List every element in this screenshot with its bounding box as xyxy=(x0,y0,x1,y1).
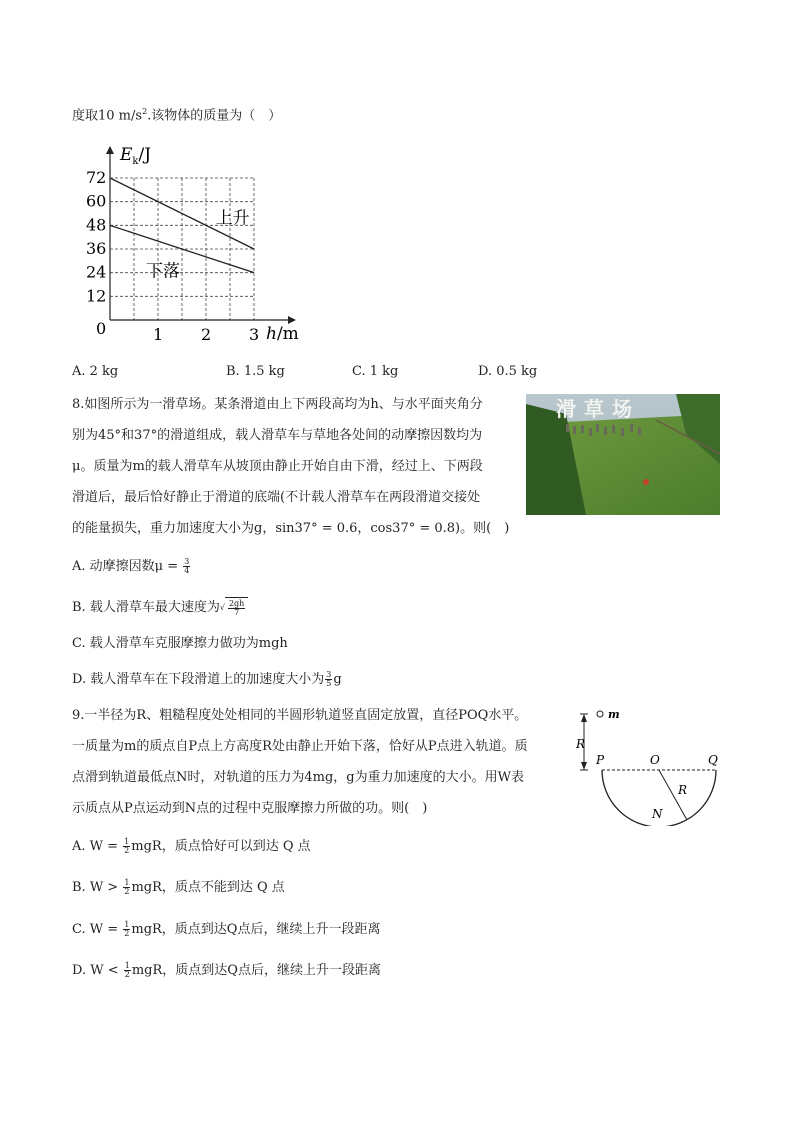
sqrt-expression: √ $\frac{2gh}{7}$ xyxy=(220,597,248,618)
q8-option-c[interactable]: C. 载人滑草车克服摩擦力做功为mgh xyxy=(72,636,288,651)
option-b[interactable]: B. 1.5 kg xyxy=(226,364,285,379)
x-tick-label: 2 xyxy=(201,325,212,344)
y-tick-label: 48 xyxy=(86,215,107,235)
q8-stem-line-4: 滑道后，最后恰好静止于滑道的底端(不计载人滑草车在两段滑道交接处 xyxy=(72,490,481,505)
photo-sign-text: 滑草场 xyxy=(556,397,640,421)
q9-stem-line-1: 9.一半径为R、粗糙程度处处相同的半圆形轨道竖直固定放置，直径POQ水平。 xyxy=(72,708,528,723)
fraction-one-half: $\frac{1}{2}$ xyxy=(124,920,130,938)
question-7-options xyxy=(72,364,712,384)
x-axis-label: h/m xyxy=(266,324,299,344)
q9-option-b[interactable]: B. W > $\frac{1}{2}$ mgR，质点不能到达 Q 点 xyxy=(72,878,285,896)
q9-option-c[interactable]: C. W = $\frac{1}{2}$ mgR，质点到达Q点后，继续上升一段距离 xyxy=(72,920,381,938)
point-n-label: N xyxy=(652,807,663,821)
fraction-three-fifths: $\frac{3}{5}$ xyxy=(326,670,332,688)
q8-option-b[interactable]: B. 载人滑草车最大速度为√ $\frac{2gh}{7}$ xyxy=(72,597,248,618)
q8-stem-line-1: 8.如图所示为一滑草场。某条滑道由上下两段高均为h、与水平面夹角分 xyxy=(72,397,483,412)
option-a[interactable]: A. 2 kg xyxy=(72,364,119,379)
q9-stem-line-2: 一质量为m的质点自P点上方高度R处由静止开始下落，恰好从P点进入轨道。质 xyxy=(72,739,528,754)
q8-option-a[interactable]: A. 动摩擦因数μ = $\frac{3}{4}$ xyxy=(72,557,190,575)
height-label: R xyxy=(576,737,586,751)
option-c[interactable]: C. 1 kg xyxy=(352,364,399,379)
point-p-label: P xyxy=(596,753,605,767)
y-tick-label: 72 xyxy=(86,168,107,187)
q9-stem-line-3: 点滑到轨道最低点N时，对轨道的压力为4mg，g为重力加速度的大小。用W表 xyxy=(72,770,524,785)
q9-option-d[interactable]: D. W < $\frac{1}{2}$ mgR，质点到达Q点后，继续上升一段距离 xyxy=(72,961,381,979)
x-tick-label: 3 xyxy=(249,325,260,344)
y-axis-arrow-icon xyxy=(106,146,114,154)
fraction-one-half: $\frac{1}{2}$ xyxy=(124,961,130,979)
chart-axes xyxy=(106,146,296,324)
x-tick-label: 1 xyxy=(153,325,164,344)
y-tick-label: 24 xyxy=(86,262,107,282)
y-tick-label: 60 xyxy=(86,191,107,211)
series-label-down: 下落 xyxy=(146,261,180,282)
y-tick-label: 12 xyxy=(86,286,107,306)
fraction-one-half: $\frac{1}{2}$ xyxy=(124,878,130,896)
series-label-up: 上升 xyxy=(215,208,250,229)
energy-height-chart xyxy=(80,140,310,350)
fraction-one-half: $\frac{1}{2}$ xyxy=(124,837,130,855)
q9-stem-line-4: 示质点从P点运动到N点的过程中克服摩擦力所做的功。则( ) xyxy=(72,801,428,816)
y-tick-label: 36 xyxy=(86,239,107,258)
q9-option-a[interactable]: A. W = $\frac{1}{2}$ mgR，质点恰好可以到达 Q 点 xyxy=(72,837,311,855)
q8-stem-line-2: 别为45°和37°的滑道组成，载人滑草车与草地各处间的动摩擦因数均为 xyxy=(72,428,483,443)
semicircle-track-diagram xyxy=(566,706,726,826)
x-axis-arrow-icon xyxy=(288,316,296,324)
q8-stem-line-3: μ。质量为m的载人滑草车从坡顶由静止开始自由下滑，经过上、下两段 xyxy=(72,459,483,474)
mass-point-icon xyxy=(597,711,603,717)
origin-label: 0 xyxy=(96,319,107,338)
question-7-stem-tail: 度取10 $m/s^2$.该物体的质量为（ ） xyxy=(72,107,282,124)
grass-slide-photo xyxy=(526,394,720,515)
point-q-label: Q xyxy=(708,753,718,767)
chart-ticks xyxy=(86,168,259,344)
radius-label: R xyxy=(678,783,688,797)
y-axis-label: $E_k/J$ xyxy=(120,145,152,167)
fraction-three-fourths: $\frac{3}{4}$ xyxy=(184,557,190,575)
q8-stem-line-5: 的能量损失，重力加速度大小为g，sin37° = 0.6，cos37° = 0.8)。则( ) xyxy=(72,521,510,536)
point-o-label: O xyxy=(650,753,660,767)
mass-label: m xyxy=(608,708,620,721)
q8-option-d[interactable]: D. 载人滑草车在下段滑道上的加速度大小为 $\frac{3}{5}$ g xyxy=(72,670,342,688)
option-d[interactable]: D. 0.5 kg xyxy=(478,364,538,379)
